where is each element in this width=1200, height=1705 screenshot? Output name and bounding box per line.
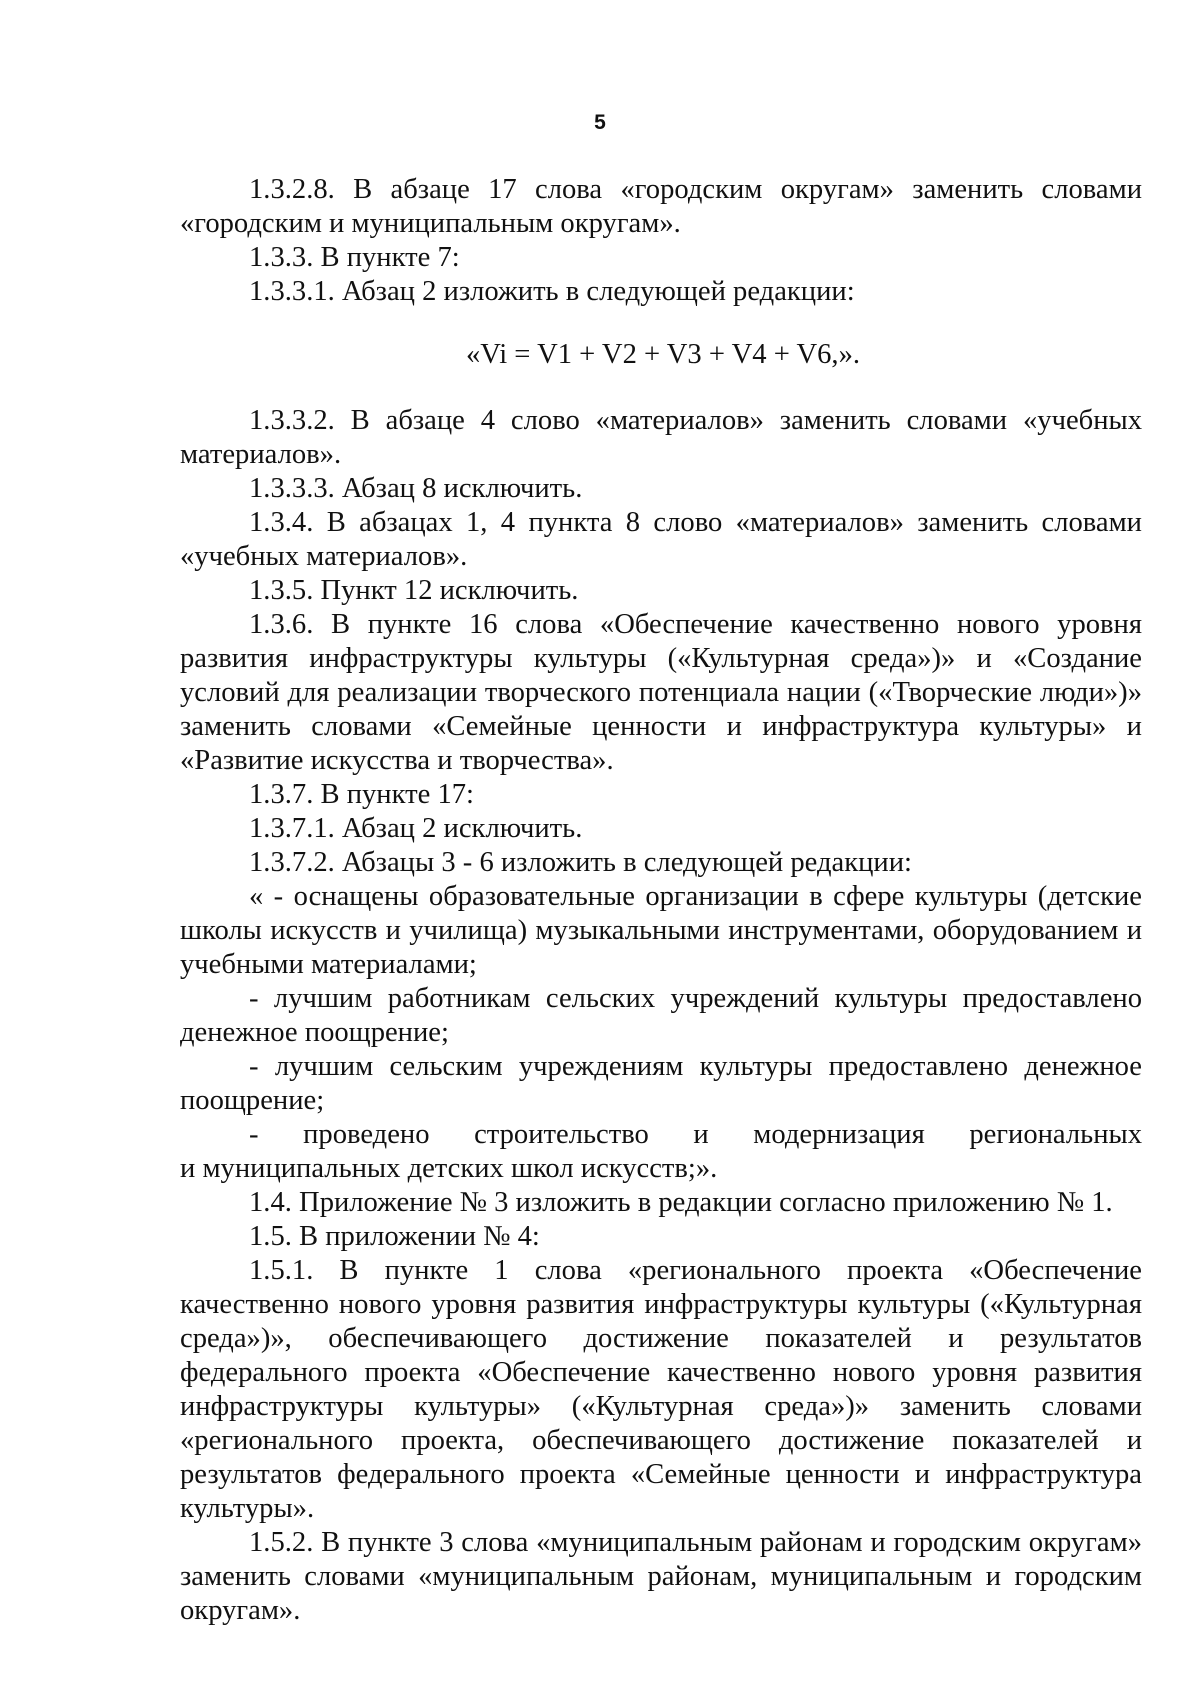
paragraph-1-3-5: 1.3.5. Пункт 12 исключить. [249, 575, 579, 606]
paragraph-1-5: 1.5. В приложении № 4: [249, 1221, 540, 1252]
quoted-item-1: « - оснащены образовательные организации в сфере культуры (детские школы искусств и училища) музыкальными инструментами, оборудованием и учебными материалами; [180, 881, 1142, 980]
paragraph-1-3-3: 1.3.3. В пункте 7: [249, 242, 460, 273]
paragraph-1-5-1: 1.5.1. В пункте 1 слова «регионального проекта «Обеспечение качественно нового уровня развития инфраструктуры культуры («Культурная среда»)», обеспечивающего достижение показателей и результатов федерального проекта «Обеспечение качественно нового уровня развития инфраструктуры культуры» («Культурная среда»)» заменить словами «регионального проекта, обеспечивающего достижение показателей и результатов федерального проекта «Семейные ценности и инфраструктура культуры». [180, 1255, 1142, 1524]
paragraph-1-3-7-2: 1.3.7.2. Абзацы 3 - 6 изложить в следующей редакции: [249, 847, 912, 878]
quoted-item-4-continued: и муниципальных детских школ искусств;». [180, 1153, 718, 1184]
paragraph-1-4: 1.4. Приложение № 3 изложить в редакции согласно приложению № 1. [249, 1187, 1113, 1218]
paragraph-1-3-7: 1.3.7. В пункте 17: [249, 779, 474, 810]
paragraph-1-3-3-3: 1.3.3.3. Абзац 8 исключить. [249, 473, 583, 504]
document-body [180, 173, 1142, 1628]
formula: «Vi = V1 + V2 + V3 + V4 + V6,». [465, 339, 861, 370]
paragraph-1-3-3-1: 1.3.3.1. Абзац 2 изложить в следующей редакции: [249, 276, 855, 307]
paragraph-1-3-7-1: 1.3.7.1. Абзац 2 исключить. [249, 813, 583, 844]
paragraph-1-3-4: 1.3.4. В абзацах 1, 4 пункта 8 слово «материалов» заменить словами «учебных материалов». [180, 507, 1142, 572]
paragraph-1-3-2-8: 1.3.2.8. В абзаце 17 слова «городским округам» заменить словами «городским и муниципальным округам». [180, 174, 1142, 239]
paragraph-1-3-6: 1.3.6. В пункте 16 слова «Обеспечение качественно нового уровня развития инфраструктуры культуры («Культурная среда»)» и «Создание условий для реализации творческого потенциала нации («Творческие люди»)» заменить словами «Семейные ценности и инфраструктура культуры» и «Развитие искусства и творчества». [180, 609, 1142, 776]
page-number: 5 [594, 111, 606, 134]
paragraph-1-5-2: 1.5.2. В пункте 3 слова «муниципальным районам и городским округам» заменить словами «муниципальным районам, муниципальным и городским округам». [180, 1527, 1142, 1626]
paragraph-1-3-3-2: 1.3.3.2. В абзаце 4 слово «материалов» заменить словами «учебных материалов». [180, 405, 1142, 470]
quoted-item-3: - лучшим сельским учреждениям культуры предоставлено денежное поощрение; [180, 1051, 1142, 1116]
quoted-item-2: - лучшим работникам сельских учреждений культуры предоставлено денежное поощрение; [180, 983, 1142, 1048]
quoted-item-4: - проведено строительство и модернизация региональных [249, 1119, 1142, 1150]
